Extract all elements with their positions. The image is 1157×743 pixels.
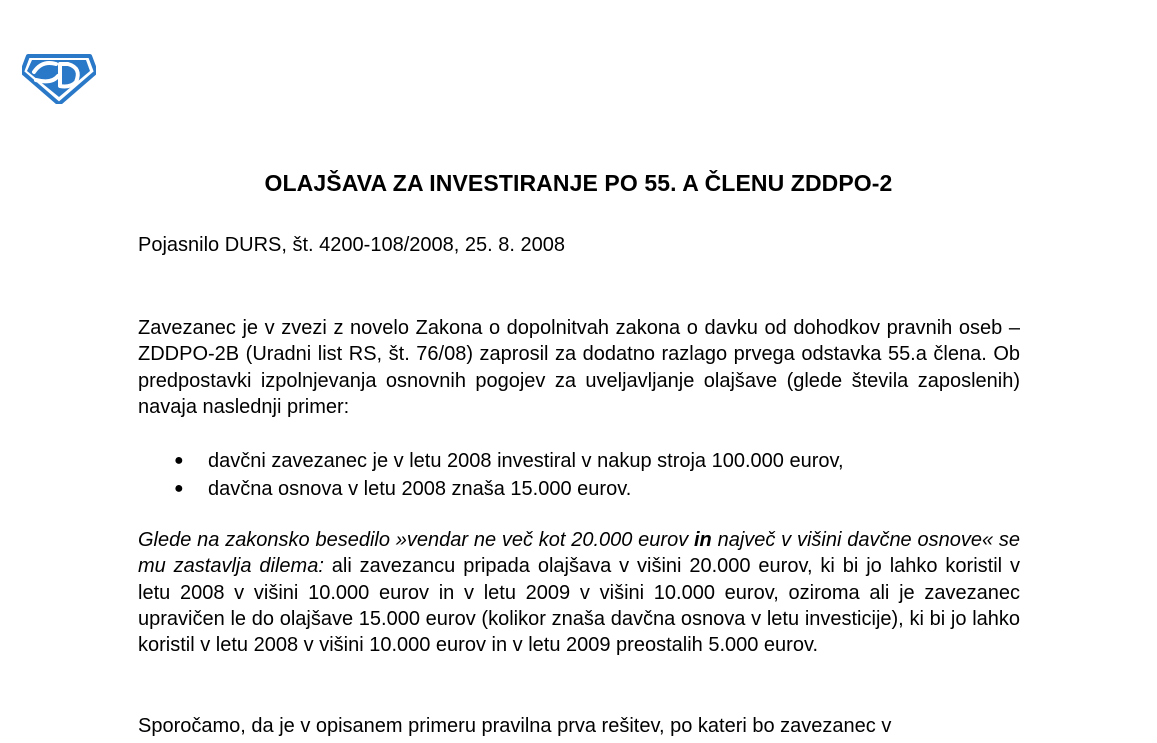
document-title: OLAJŠAVA ZA INVESTIRANJE PO 55. A ČLENU ZDDPO-2 [264,170,893,196]
dilemma-bold-word: in [694,529,712,551]
dilemma-italic-start: Glede na zakonsko besedilo »vendar ne več kot 20.000 eurov [138,529,694,551]
sd-shield-logo-icon [22,50,96,104]
list-item-text: davčna osnova v letu 2008 znaša 15.000 eurov. [208,478,632,500]
example-list [138,447,1020,503]
list-item [138,475,1020,503]
bullet-icon: ● [174,480,184,497]
paragraph-dilemma [138,527,1020,658]
paragraph-answer: Sporočamo, da je v opisanem primeru pravilna prva rešitev, po kateri bo zavezanec v [138,715,892,737]
dilemma-body: ali zavezancu pripada olajšava v višini 20.000 eurov, ki bi jo lahko koristil v letu 2008 v višini 10.000 eurov in v letu 2009 v višini 10.000 eurov, oziroma ali je zavezanec upravičen le do olajšave 15.000 eurov (kolikor znaša davčna osnova v letu investicije), ki bi jo lahko koristil v letu 2008 v višini 10.000 eurov in v letu 2009 preostalih 5.000 eurov. [138,555,1020,657]
paragraph-intro: Zavezanec je v zvezi z novelo Zakona o dopolnitvah zakona o davku od dohodkov pravnih oseb – ZDDPO-2B (Uradni list RS, št. 76/08) zaprosil za dodatno razlago prvega odstavka 55.a člena. Ob predpostavki izpolnjevanja osnovnih pogojev za uveljavljanje olajšave (glede števila zaposlenih) navaja naslednji primer: [138,317,1020,418]
dilemma-italic-end: največ v višini davčne osnove« se mu zastavlja dilema: [138,529,1020,578]
company-logo [22,50,96,104]
document-subtitle: Pojasnilo DURS, št. 4200-108/2008, 25. 8. 2008 [138,234,565,256]
list-item [138,447,1020,475]
bullet-icon: ● [174,452,184,469]
list-item-text: davčni zavezanec je v letu 2008 investiral v nakup stroja 100.000 eurov, [208,450,844,472]
